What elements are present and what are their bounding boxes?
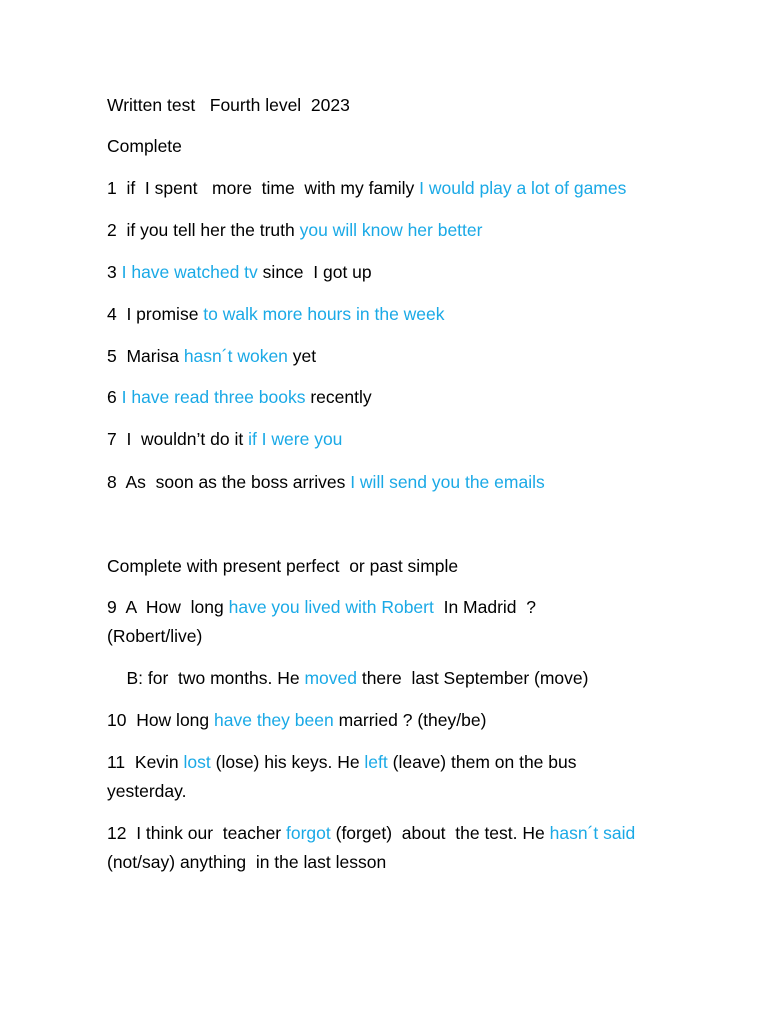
document-title: Written test Fourth level 2023 — [107, 95, 350, 115]
answer-text: hasn´t woken — [183, 346, 288, 366]
question-text: (leave) them on the bus yesterday. — [107, 752, 582, 801]
question-text: (forget) about the test. He — [330, 823, 550, 843]
answer-text: hasn´t said — [549, 823, 636, 843]
question-text: B: for two months. He — [107, 668, 305, 688]
answer-text: I have read three books — [121, 387, 306, 407]
question-10 — [107, 706, 667, 735]
answer-text: to walk more hours in the week — [203, 304, 445, 324]
question-text: 5 Marisa — [107, 346, 184, 366]
question-text: there last September (move) — [356, 668, 589, 688]
answer-text: I will send you the emails — [350, 472, 545, 492]
section-heading-complete: Complete — [107, 136, 182, 156]
answer-text: forgot — [286, 823, 331, 843]
answer-text: left — [364, 752, 388, 772]
question-text: 3 — [107, 262, 122, 282]
question-text: 9 A How long — [107, 597, 229, 617]
question-text: 7 I wouldn’t do it — [107, 429, 249, 449]
answer-text: I have watched tv — [121, 262, 258, 282]
question-text: 10 How long — [107, 710, 215, 730]
answer-text: lost — [183, 752, 211, 772]
answer-text: have you lived with Robert — [228, 597, 434, 617]
answer-text: if I were you — [248, 429, 343, 449]
question-9-b — [107, 664, 667, 693]
question-4 — [107, 300, 667, 329]
question-text: recently — [305, 387, 372, 407]
question-3 — [107, 258, 667, 287]
question-2 — [107, 216, 667, 245]
question-12 — [107, 819, 647, 877]
question-9 — [107, 593, 577, 651]
question-text: since I got up — [257, 262, 372, 282]
question-text: 2 if you tell her the truth — [107, 220, 300, 240]
section-heading-tenses: Complete with present perfect or past simple — [107, 556, 459, 576]
answer-text: moved — [304, 668, 357, 688]
question-5 — [107, 342, 667, 371]
question-text: 8 As soon as the boss arrives — [107, 472, 351, 492]
question-11 — [107, 748, 617, 806]
question-7 — [107, 425, 667, 454]
question-text: yet — [287, 346, 317, 366]
answer-text: you will know her better — [299, 220, 483, 240]
question-text: In Madrid ? (Robert/live) — [107, 597, 541, 646]
question-6 — [107, 383, 667, 412]
question-text: 1 if I spent more time with my family — [107, 178, 420, 198]
question-text: 6 — [107, 387, 122, 407]
question-text: 11 Kevin — [107, 752, 184, 772]
question-text: 12 I think our teacher — [107, 823, 286, 843]
question-8 — [107, 468, 667, 497]
answer-text: have they been — [214, 710, 334, 730]
question-text: (lose) his keys. He — [210, 752, 365, 772]
question-1 — [107, 174, 667, 203]
answer-text: I would play a lot of games — [419, 178, 627, 198]
question-text: 4 I promise — [107, 304, 204, 324]
question-text: married ? (they/be) — [333, 710, 487, 730]
question-text: (not/say) anything in the last lesson — [107, 823, 641, 872]
